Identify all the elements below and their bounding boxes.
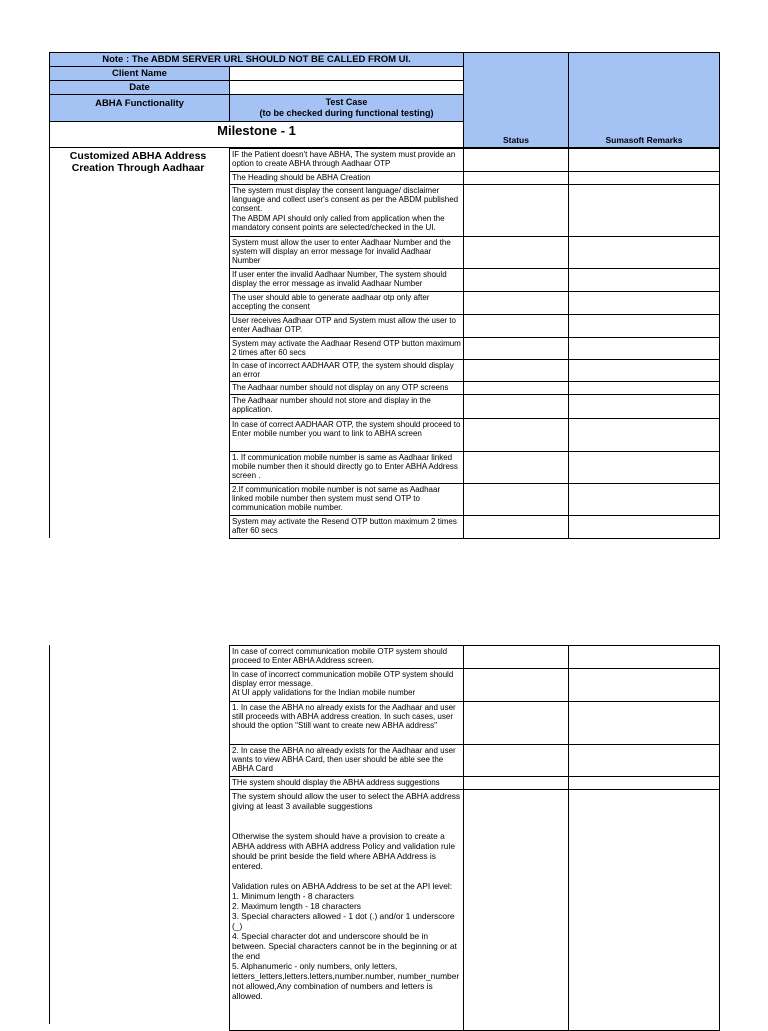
status-cell[interactable] [463, 418, 569, 452]
test-case-cell: User receives Aadhaar OTP and System must allow the user to enter Aadhaar OTP. [229, 314, 464, 338]
remarks-cell[interactable] [568, 789, 720, 1031]
status-cell[interactable] [463, 483, 569, 516]
status-cell[interactable] [463, 701, 569, 745]
remarks-cell[interactable] [568, 171, 720, 185]
test-case-cell: In case of correct AADHAAR OTP, the system should proceed to Enter mobile number you want to link to ABHA screen [229, 418, 464, 452]
remarks-cell[interactable] [568, 359, 720, 382]
test-case-cell: The Aadhaar number should not store and display in the application. [229, 394, 464, 419]
remarks-cell[interactable] [568, 645, 720, 669]
status-cell[interactable] [463, 337, 569, 360]
remarks-cell[interactable] [568, 483, 720, 516]
remarks-cell[interactable] [568, 314, 720, 338]
remarks-cell[interactable] [568, 337, 720, 360]
remarks-header: Sumasoft Remarks [568, 52, 720, 148]
test-case-cell: The Heading should be ABHA Creation [229, 171, 464, 185]
test-case-label: Test Case (to be checked during functional testing) [229, 94, 464, 122]
test-case-cell: In case of incorrect communication mobile OTP system should display error message. At UI apply validations for the Indian mobile number [229, 668, 464, 702]
status-header: Status [463, 52, 569, 148]
remarks-cell[interactable] [568, 381, 720, 395]
functionality-label: ABHA Functionality [49, 94, 230, 122]
test-case-cell: The system should allow the user to select the ABHA address giving at least 3 available suggestions Otherwise the system should have a provision to create a ABHA address with ABHA address Policy and validation rule should be print beside the field where ABHA Address is entered. Validation rules on ABHA Address to be set at the API level: 1. Minimum length - 8 characters 2. Maximum length - 18 characters 3. Special characters allowed - 1 dot (.) and/or 1 underscore (_) 4. Special character dot and underscore should be in between. Special characters cannot be in the beginning or at the end 5. Alphanumeric - only numbers, only letters, letters_letters,letters.letters,number.number, number_number not allowed,Any combination of numbers and letters is allowed. [229, 789, 464, 1031]
test-case-cell: If user enter the invalid Aadhaar Number, The system should display the error message as invalid Aadhaar Number [229, 268, 464, 292]
remarks-cell[interactable] [568, 184, 720, 237]
page2-left-border [49, 645, 50, 1024]
test-case-cell: 2.If communication mobile number is not same as Aadhaar linked mobile number then system must send OTP to communication mobile number. [229, 483, 464, 516]
status-cell[interactable] [463, 645, 569, 669]
status-cell[interactable] [463, 789, 569, 1031]
test-case-cell: IF the Patient doesn't have ABHA, The system must provide an option to create ABHA through Aadhaar OTP [229, 148, 464, 172]
remarks-cell[interactable] [568, 236, 720, 269]
remarks-cell[interactable] [568, 776, 720, 790]
remarks-cell[interactable] [568, 268, 720, 292]
remarks-cell[interactable] [568, 291, 720, 315]
status-cell[interactable] [463, 359, 569, 382]
remarks-cell[interactable] [568, 701, 720, 745]
remarks-cell[interactable] [568, 418, 720, 452]
milestone-title: Milestone - 1 [49, 121, 464, 148]
status-cell[interactable] [463, 171, 569, 185]
test-case-cell: THe system should display the ABHA address suggestions [229, 776, 464, 790]
note-header [49, 52, 464, 67]
test-case-cell: The system must display the consent language/ disclaimer language and collect user's consent as per the ABDM published consent. The ABDM API should only called from application when the mandatory consent points are selected/checked in the UI. [229, 184, 464, 237]
status-cell[interactable] [463, 381, 569, 395]
remarks-cell[interactable] [568, 451, 720, 484]
status-cell[interactable] [463, 184, 569, 237]
test-case-cell: System may activate the Aadhaar Resend OTP button maximum 2 times after 60 secs [229, 337, 464, 360]
test-case-cell: In case of incorrect AADHAAR OTP, the system should display an error [229, 359, 464, 382]
test-case-cell: In case of correct communication mobile OTP system should proceed to Enter ABHA Address screen. [229, 645, 464, 669]
section-left-border [49, 147, 50, 538]
test-case-cell: The user should able to generate aadhaar otp only after accepting the consent [229, 291, 464, 315]
status-cell[interactable] [463, 291, 569, 315]
status-cell[interactable] [463, 268, 569, 292]
remarks-cell[interactable] [568, 515, 720, 539]
status-cell[interactable] [463, 314, 569, 338]
date-value[interactable] [229, 80, 464, 95]
test-case-cell: 1. If communication mobile number is same as Aadhaar linked mobile number then it should directly go to Enter ABHA Address screen . [229, 451, 464, 484]
status-cell[interactable] [463, 776, 569, 790]
date-label: Date [49, 80, 230, 95]
status-cell[interactable] [463, 148, 569, 172]
test-case-cell: System must allow the user to enter Aadhaar Number and the system will display an error message for invalid Aadhaar Number [229, 236, 464, 269]
test-case-cell: System may activate the Resend OTP button maximum 2 times after 60 secs [229, 515, 464, 539]
test-case-cell: 2. In case the ABHA no already exists for the Aadhaar and user wants to view ABHA Card, then user should be able see the ABHA Card [229, 744, 464, 777]
status-cell[interactable] [463, 668, 569, 702]
remarks-cell[interactable] [568, 744, 720, 777]
section-title: Customized ABHA Address Creation Through Aadhaar [69, 150, 207, 174]
client-name-value[interactable] [229, 66, 464, 81]
remarks-cell[interactable] [568, 668, 720, 702]
test-case-cell: 1. In case the ABHA no already exists for the Aadhaar and user still proceeds with ABHA address creation. In such cases, user should the option "Still want to create new ABHA address" [229, 701, 464, 745]
remarks-cell[interactable] [568, 148, 720, 172]
status-cell[interactable] [463, 394, 569, 419]
remarks-cell[interactable] [568, 394, 720, 419]
status-cell[interactable] [463, 451, 569, 484]
client-name-label: Client Name [49, 66, 230, 81]
test-case-cell: The Aadhaar number should not display on any OTP screens [229, 381, 464, 395]
status-cell[interactable] [463, 744, 569, 777]
note-text: Note : The ABDM SERVER URL SHOULD NOT BE CALLED FROM UI. [102, 54, 411, 65]
status-cell[interactable] [463, 515, 569, 539]
status-cell[interactable] [463, 236, 569, 269]
